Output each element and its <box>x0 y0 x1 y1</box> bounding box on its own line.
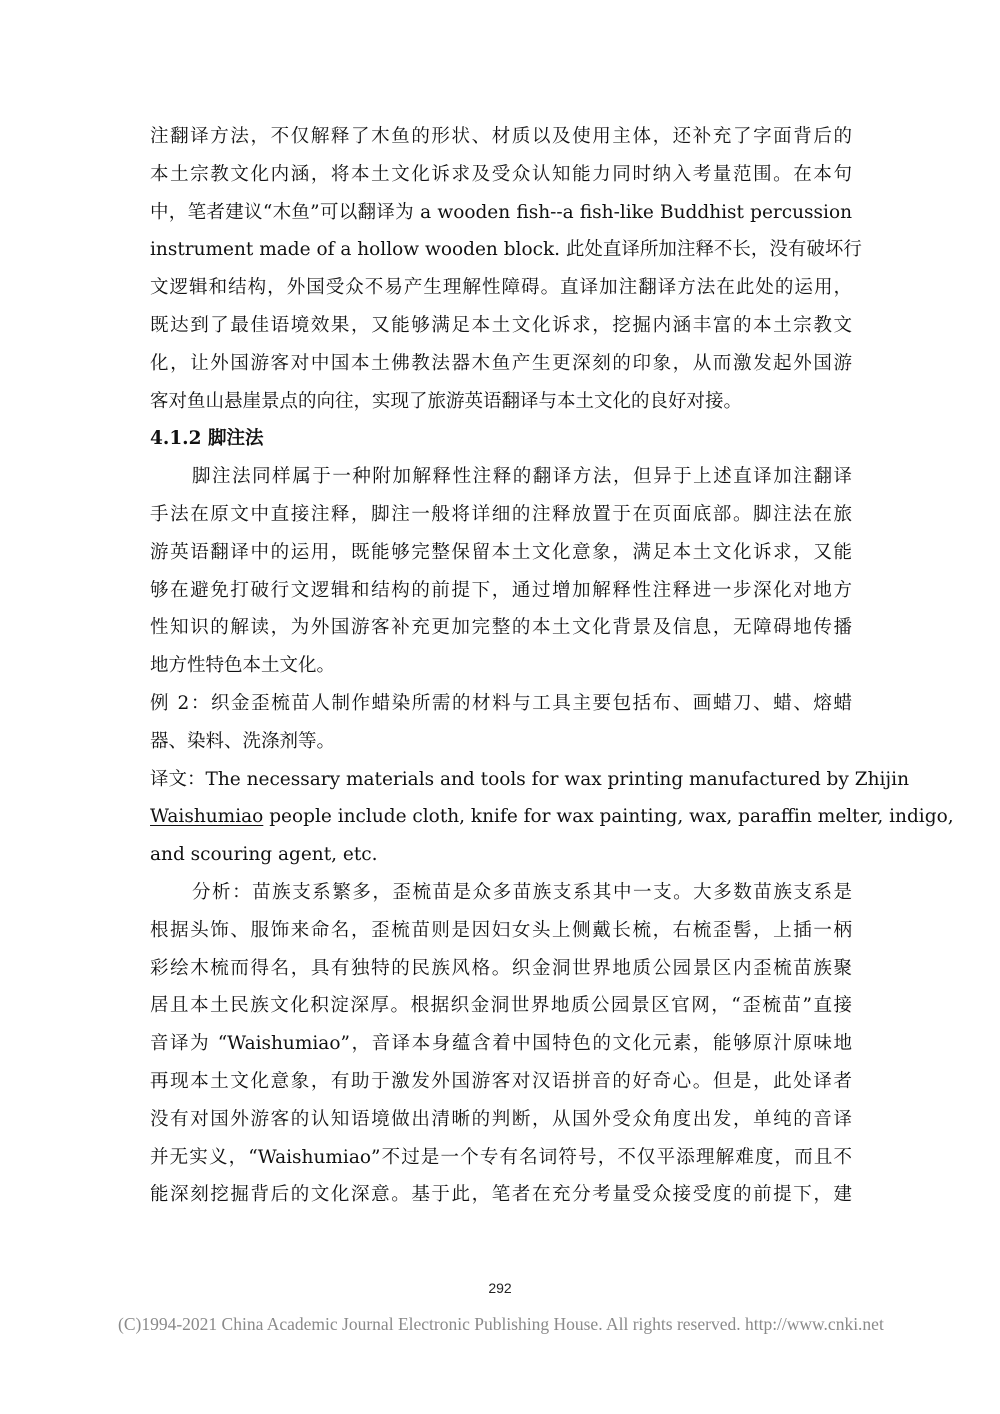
body-line: 本土宗教文化内涵，将本土文化诉求及受众认知能力同时纳入考量范围。在本句 <box>150 163 852 185</box>
page-number: 292 <box>488 1280 512 1296</box>
body-line: 化，让外国游客对中国本土佛教法器木鱼产生更深刻的印象，从而激发起外国游 <box>150 352 852 374</box>
body-line: 够在避免打破行文逻辑和结构的前提下，通过增加解释性注释进一步深化对地方 <box>150 579 852 601</box>
continued-paragraph <box>150 118 862 420</box>
example-line: 器、染料、洗涤剂等。 <box>150 730 336 752</box>
copyright-footer: (C)1994-2021 China Academic Journal Electronic Publishing House. All rights reserved. http://www.cnki.net <box>118 1314 884 1334</box>
body-line: 性知识的解读，为外国游客补充更加完整的本土文化背景及信息，无障碍地传播 <box>150 617 852 639</box>
body-line: 分析：苗族支系繁多，歪梳苗是众多苗族支系其中一支。大多数苗族支系是 <box>192 881 852 903</box>
analysis-paragraph <box>150 874 852 1214</box>
example-2 <box>150 685 852 761</box>
body-line: 没有对国外游客的认知语境做出清晰的判断，从国外受众角度出发，单纯的音译 <box>150 1108 852 1130</box>
section-heading: 4.1.2 脚注法 <box>150 428 264 450</box>
body-line: 脚注法同样属于一种附加解释性注释的翻译方法，但异于上述直译加注翻译 <box>192 466 852 488</box>
translation-line: 译文：The necessary materials and tools for wax printing manufactured by Zhijin <box>150 768 909 790</box>
body-line: 客对鱼山悬崖景点的向往，实现了旅游英语翻译与本土文化的良好对接。 <box>150 390 743 412</box>
translation-line: and scouring agent, etc. <box>150 844 378 866</box>
body-line: 手法在原文中直接注释，脚注一般将详细的注释放置于在页面底部。脚注法在旅 <box>150 503 852 525</box>
body-line: 游英语翻译中的运用，既能够完整保留本土文化意象，满足本土文化诉求，又能 <box>150 541 852 563</box>
body-line: 既达到了最佳语境效果，又能够满足本土文化诉求，挖掘内涵丰富的本土宗教文 <box>150 314 852 336</box>
page-body <box>150 118 954 1214</box>
underlined-term: Waishumiao <box>150 806 264 828</box>
translation-line <box>150 798 954 836</box>
body-line: instrument made of a hollow wooden block. 此处直译所加注释不长，没有破坏行 <box>150 239 862 261</box>
body-line: 能深刻挖掘背后的文化深意。基于此，笔者在充分考量受众接受度的前提下，建 <box>150 1184 852 1206</box>
body-line: 再现本土文化意象，有助于激发外国游客对汉语拼音的好奇心。但是，此处译者 <box>150 1070 852 1092</box>
body-line: 并无实义，“Waishumiao”不过是一个专有名词符号，不仅平添理解难度，而且不 <box>150 1146 852 1168</box>
translation-line-rest: people include cloth, knife for wax painting, wax, paraffin melter, indigo, <box>263 806 954 828</box>
body-line: 彩绘木梳而得名，具有独特的民族风格。织金洞世界地质公园景区内歪梳苗族聚 <box>150 957 852 979</box>
body-line: 音译为 “Waishumiao”，音译本身蕴含着中国特色的文化元素，能够原汁原味地 <box>150 1033 852 1055</box>
body-line: 根据头饰、服饰来命名，歪梳苗则是因妇女头上侧戴长梳，右梳歪髻，上插一柄 <box>150 919 852 941</box>
footnote-paragraph <box>150 458 852 685</box>
body-line: 居且本土民族文化积淀深厚。根据织金洞世界地质公园景区官网，“歪梳苗”直接 <box>150 995 852 1017</box>
body-line: 注翻译方法，不仅解释了木鱼的形状、材质以及使用主体，还补充了字面背后的 <box>150 126 852 147</box>
body-line: 中，笔者建议“木鱼”可以翻译为 a wooden fish--a fish-like Buddhist percussion <box>150 201 852 223</box>
example-line: 例 2：织金歪梳苗人制作蜡染所需的材料与工具主要包括布、画蜡刀、蜡、熔蜡 <box>150 692 852 714</box>
translation-block <box>150 761 954 874</box>
body-line: 地方性特色本土文化。 <box>150 655 336 677</box>
body-line: 文逻辑和结构，外国受众不易产生理解性障碍。直译加注翻译方法在此处的运用， <box>150 277 852 299</box>
